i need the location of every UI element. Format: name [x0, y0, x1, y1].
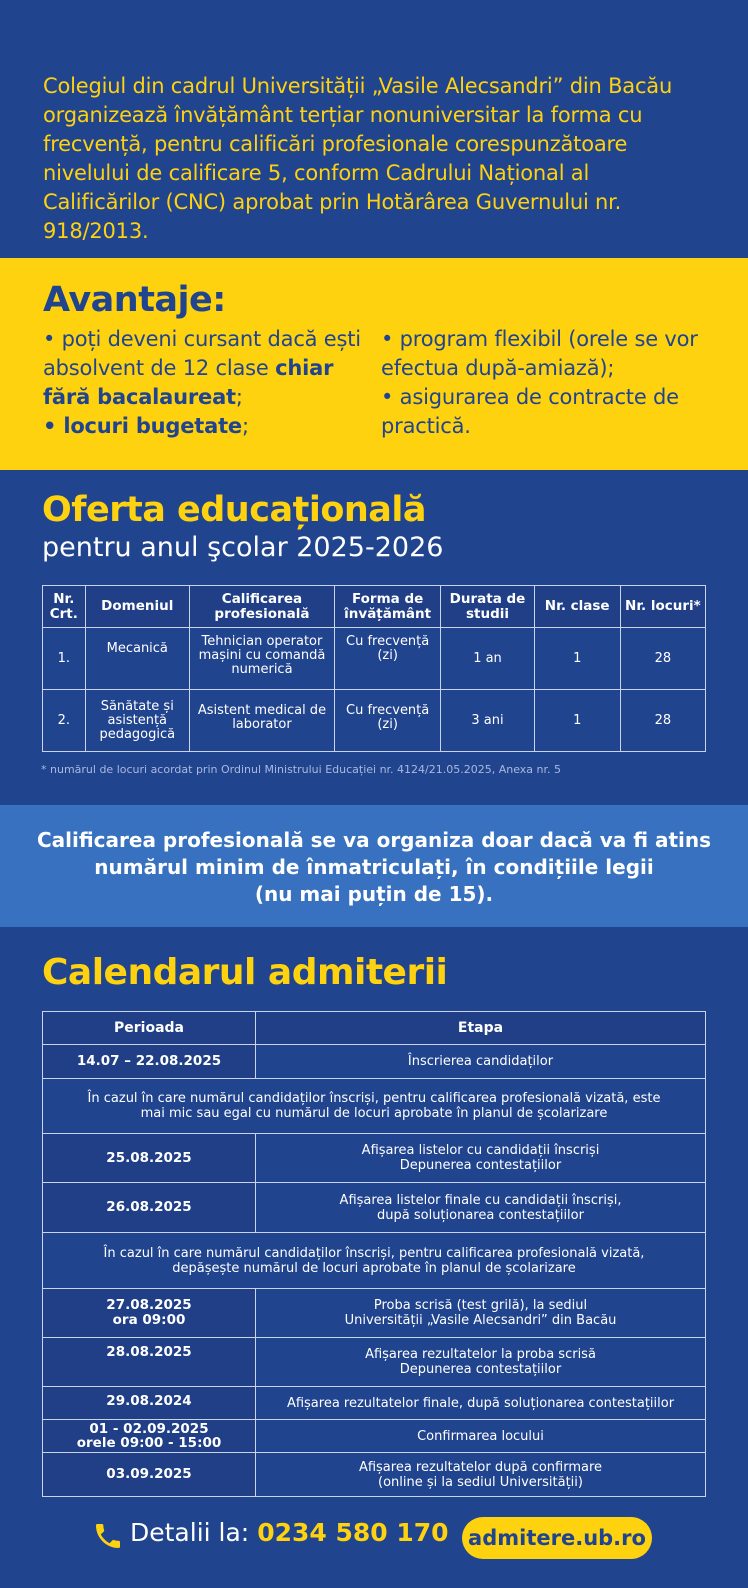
calendar-stage: Afișarea rezultatelor finale, după soluționarea contestațiilor — [256, 1387, 706, 1420]
advantages-column-left — [43, 325, 363, 441]
calendar-stage: Afișarea listelor finale cu candidații înscriși, după soluționarea contestațiilor — [256, 1183, 706, 1233]
cell-nr: 1. — [43, 628, 86, 690]
header-domain: Domeniul — [85, 586, 189, 628]
offer-table-header — [43, 586, 706, 628]
banner-text: Calificarea profesională se va organiza doar dacă va fi atins numărul minim de înmatriculați, în condițiile legii (nu mai puțin de 15). — [36, 828, 712, 906]
advantage-item-budget-places: • locuri bugetate; — [43, 414, 249, 438]
calendar-stage: Afișarea rezultatelor la proba scrisă Depunerea contestațiilor — [256, 1338, 706, 1387]
calendar-row — [43, 1134, 706, 1183]
calendar-condition-row — [43, 1079, 706, 1134]
table-row — [43, 628, 706, 690]
calendar-condition-row — [43, 1233, 706, 1289]
phone-number[interactable]: 0234 580 170 — [257, 1518, 449, 1547]
website-link[interactable]: admitere.ub.ro — [462, 1517, 652, 1559]
calendar-date: 03.09.2025 — [43, 1453, 256, 1497]
offer-title: Oferta educațională — [42, 490, 427, 530]
offer-subtitle: pentru anul şcolar 2025-2026 — [42, 532, 444, 563]
calendar-row — [43, 1183, 706, 1233]
header-places: Nr. locuri* — [620, 586, 705, 628]
calendar-row — [43, 1045, 706, 1079]
calendar-date: 26.08.2025 — [43, 1183, 256, 1233]
calendar-stage: Confirmarea locului — [256, 1420, 706, 1453]
calendar-condition: În cazul în care numărul candidaților înscriși, pentru calificarea profesională vizată, depășește numărul de locuri aprobate în planul de școlarizare — [43, 1233, 706, 1289]
cell-qualification: Asistent medical de laborator — [189, 690, 334, 752]
calendar-section — [0, 927, 748, 1588]
calendar-stage: Înscrierea candidaților — [256, 1045, 706, 1079]
calendar-row — [43, 1289, 706, 1338]
cell-study-form: Cu frecvență (zi) — [334, 690, 440, 752]
advantages-column-right — [381, 325, 711, 441]
offer-section — [0, 470, 748, 805]
calendar-title: Calendarul admiterii — [42, 952, 448, 993]
calendar-date: 01 - 02.09.2025 orele 09:00 - 15:00 — [43, 1420, 256, 1453]
cell-domain: Sănătate și asistență pedagogică — [85, 690, 189, 752]
advantage-item-flexible-program: • program flexibil (orele se vor efectua după-amiază); — [381, 327, 698, 380]
advantage-item-no-baccalaureate: • poți deveni cursant dacă ești absolvent de 12 clase chiar fără bacalaureat; — [43, 327, 361, 409]
calendar-stage: Afișarea rezultatelor după confirmare (online și la sediul Universității) — [256, 1453, 706, 1497]
cell-duration: 1 an — [441, 628, 534, 690]
advantages-section — [0, 258, 748, 470]
header-duration: Durata de studii — [441, 586, 534, 628]
calendar-date: 28.08.2025 — [43, 1338, 256, 1387]
cell-places: 28 — [620, 690, 705, 752]
intro-text: Colegiul din cadrul Universității „Vasile Alecsandri” din Bacău organizează învățământ terțiar nonuniversitar la forma cu frecvență, pentru calificări profesionale corespunzătoare nivelului de calificare 5, conform Cadrului Național al Calificărilor (CNC) aprobat prin Hotărârea Guvernului nr. 918/2013. — [43, 74, 673, 243]
cell-classes: 1 — [534, 628, 620, 690]
header-period: Perioada — [43, 1012, 256, 1045]
calendar-header — [43, 1012, 706, 1045]
header-stage: Etapa — [256, 1012, 706, 1045]
header-qualification: Calificarea profesională — [189, 586, 334, 628]
calendar-stage: Proba scrisă (test grilă), la sediul Universității „Vasile Alecsandri” din Bacău — [256, 1289, 706, 1338]
calendar-row — [43, 1453, 706, 1497]
calendar-row — [43, 1420, 706, 1453]
cell-nr: 2. — [43, 690, 86, 752]
calendar-row — [43, 1338, 706, 1387]
cell-places: 28 — [620, 628, 705, 690]
calendar-date: 27.08.2025 ora 09:00 — [43, 1289, 256, 1338]
calendar-date: 14.07 – 22.08.2025 — [43, 1045, 256, 1079]
contact-label: Detalii la: — [130, 1518, 258, 1547]
intro-section — [0, 0, 748, 258]
contact-footer — [0, 1510, 748, 1570]
header-nr-crt: Nr. Crt. — [43, 586, 86, 628]
cell-classes: 1 — [534, 690, 620, 752]
offer-footnote: * numărul de locuri acordat prin Ordinul Ministrului Educației nr. 4124/21.05.2025, Anexa nr. 5 — [41, 763, 562, 776]
cell-duration: 3 ani — [441, 690, 534, 752]
cell-study-form: Cu frecvență (zi) — [334, 628, 440, 690]
calendar-row — [43, 1387, 706, 1420]
calendar-date: 25.08.2025 — [43, 1134, 256, 1183]
cell-domain: Mecanică — [85, 628, 189, 690]
calendar-stage: Afișarea listelor cu candidații înscriși Depunerea contestațiilor — [256, 1134, 706, 1183]
advantage-item-practice-contracts: • asigurarea de contracte de practică. — [381, 385, 679, 438]
header-study-form: Forma de învățământ — [334, 586, 440, 628]
calendar-table — [42, 1011, 706, 1497]
offer-table — [42, 585, 706, 752]
advantages-title: Avantaje: — [43, 280, 226, 320]
cell-qualification: Tehnician operator mașini cu comandă numerică — [189, 628, 334, 690]
calendar-date: 29.08.2024 — [43, 1387, 256, 1420]
table-row — [43, 690, 706, 752]
header-classes: Nr. clase — [534, 586, 620, 628]
phone-icon — [92, 1520, 124, 1552]
calendar-condition: În cazul în care numărul candidaților înscriși, pentru calificarea profesională vizată, este mai mic sau egal cu numărul de locuri aprobate în planul de școlarizare — [43, 1079, 706, 1134]
contact-details — [130, 1518, 449, 1547]
minimum-enrollment-banner — [0, 805, 748, 927]
